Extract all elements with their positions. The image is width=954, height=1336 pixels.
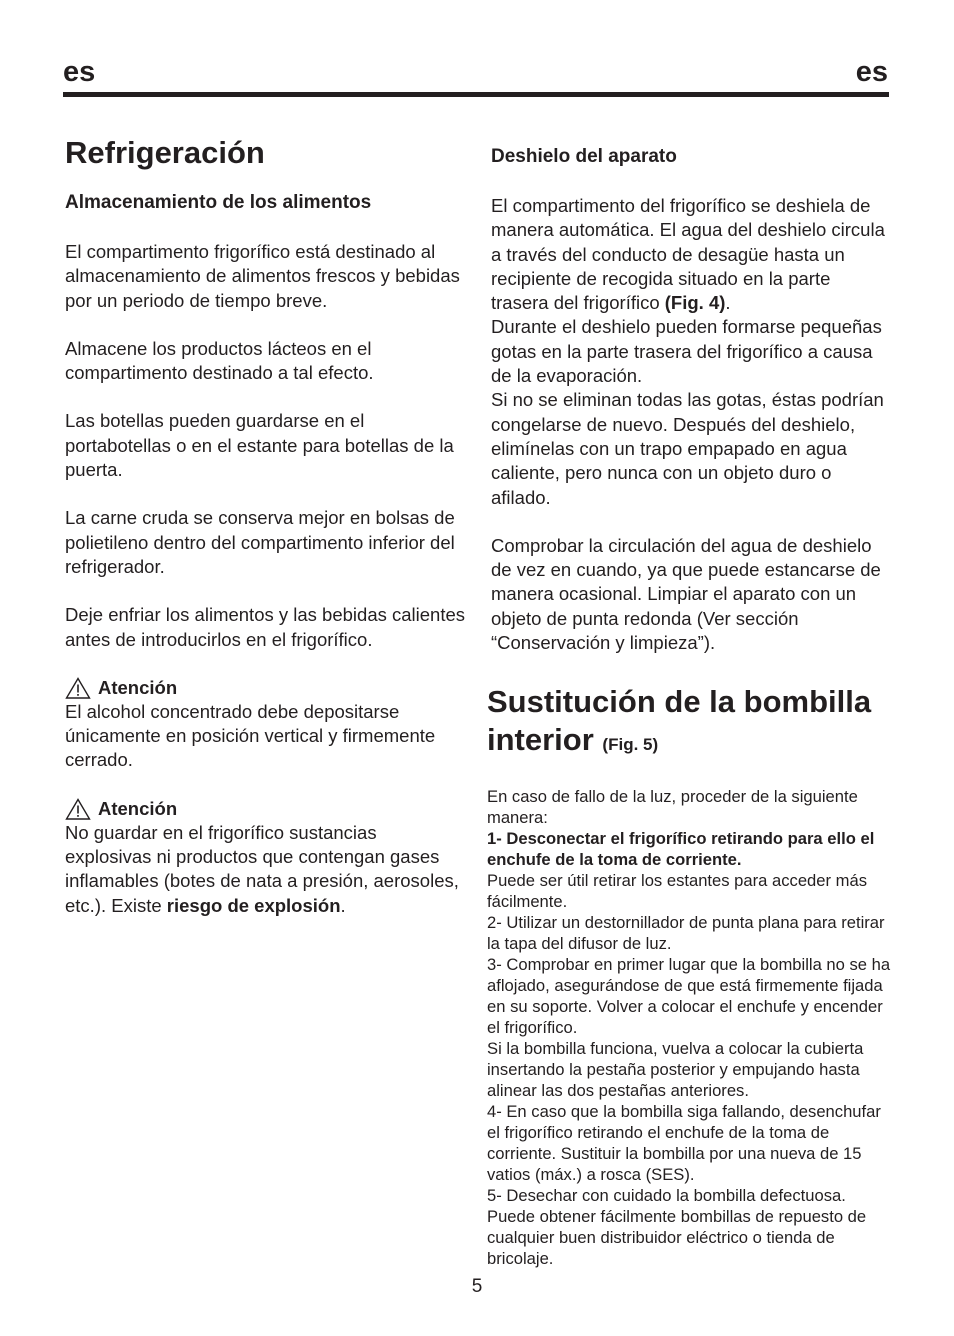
paragraph: El compartimento frigorífico está destinado al almacenamiento de alimentos frescos y bebidas por un periodo de tiempo breve.: [65, 241, 460, 311]
header-rule: [63, 92, 889, 97]
bulb-section: [487, 683, 892, 1269]
warning-text: No guardar en el frigorífico sustancias explosivas ni productos que contengan gases inflamables (botes de nata a presión, aerosoles, etc.). Existe riesgo de explosión.: [65, 821, 459, 916]
step-5: 5- Desechar con cuidado la bombilla defectuosa. Puede obtener fácilmente bombillas de repuesto de cualquier buen distribuidor eléctrico o tienda de bricolaje.: [487, 1186, 867, 1268]
paragraph: Si la bombilla funciona, vuelva a colocar la cubierta insertando la pestaña posterior y empujando hasta alinear las dos pestañas anteriores.: [487, 1039, 864, 1100]
warning-block: [65, 676, 465, 773]
warning-triangle-icon: [65, 677, 91, 699]
explosion-risk-emphasis: riesgo de explosión: [166, 894, 341, 916]
warning-title: Atención: [98, 797, 178, 819]
warning-triangle-icon: [65, 798, 91, 820]
subsection-title-food-storage: Almacenamiento de los alimentos: [65, 192, 372, 213]
language-code-left: es: [63, 56, 96, 88]
paragraph: Deje enfriar los alimentos y las bebidas calientes antes de introducirlos en el frigorífico.: [65, 604, 466, 650]
subsection-title-defrost: Deshielo del aparato: [491, 146, 677, 167]
language-code-right: es: [855, 56, 888, 88]
paragraph: Durante el deshielo pueden formarse pequeñas gotas en la parte trasera del frigorífico a causa de la evaporación.: [491, 316, 882, 387]
paragraph: Las botellas pueden guardarse en el portabotellas o en el estante para botellas de la puerta.: [65, 410, 454, 481]
paragraph: Almacene los productos lácteos en el compartimento destinado a tal efecto.: [65, 337, 374, 384]
warning-heading: [65, 797, 465, 821]
step-3: 3- Comprobar en primer lugar que la bombilla no se ha aflojado, asegurándose de que está firmemente fijada en su soporte. Volver a colocar el enchufe y encender el frigorífico.: [487, 955, 891, 1037]
step-4: 4- En caso que la bombilla siga fallando, desenchufar el frigorífico retirando el enchufe de la toma de corriente. Sustituir la bombilla por una nueva de 15 vatios (máx.) a rosca (SES).: [487, 1102, 881, 1184]
step-1: 1- Desconectar el frigorífico retirando para ello el enchufe de la toma de corriente.: [487, 829, 875, 869]
warning-heading: [65, 676, 465, 700]
paragraph: En caso de fallo de la luz, proceder de la siguiente manera:: [487, 787, 858, 827]
paragraph: Comprobar la circulación del agua de deshielo de vez en cuando, ya que puede estancarse de manera ocasional. Limpiar el aparato con un objeto de punta redonda (Ver sección “Conservación y limpieza”).: [491, 534, 881, 654]
defrost-section: [491, 144, 891, 655]
warning-title: Atención: [98, 676, 178, 698]
step-2: 2- Utilizar un destornillador de punta plana para retirar la tapa del difusor de luz.: [487, 913, 885, 953]
section-title-bulb-replacement: Sustitución de la bombilla interior (Fig. 5): [487, 684, 872, 757]
paragraph: Si no se eliminan todas las gotas, éstas podrían congelarse de nuevo. Después del deshielo, elimínelas con un trapo empapado en agua caliente, pero nunca con un objeto duro o afilado.: [491, 389, 884, 508]
paragraph: El compartimento del frigorífico se deshiela de manera automática. El agua del deshielo circula a través del conducto de desagüe hasta un recipiente de recogida situado en la parte trasera del frigorífico (Fig. 4).: [491, 195, 885, 314]
warning-block: [65, 797, 465, 918]
warning-text: El alcohol concentrado debe depositarse únicamente en posición vertical y firmemente cerrado.: [65, 700, 436, 771]
figure-reference: (Fig. 4): [664, 292, 726, 314]
figure-reference: (Fig. 5): [602, 735, 659, 754]
paragraph: La carne cruda se conserva mejor en bolsas de polietileno dentro del compartimento inferior del refrigerador.: [65, 507, 455, 577]
paragraph: Puede ser útil retirar los estantes para acceder más fácilmente.: [487, 871, 867, 911]
left-column: [65, 134, 465, 918]
page-number: 5: [471, 1276, 483, 1297]
section-title-refrigeration: Refrigeración: [65, 135, 265, 170]
